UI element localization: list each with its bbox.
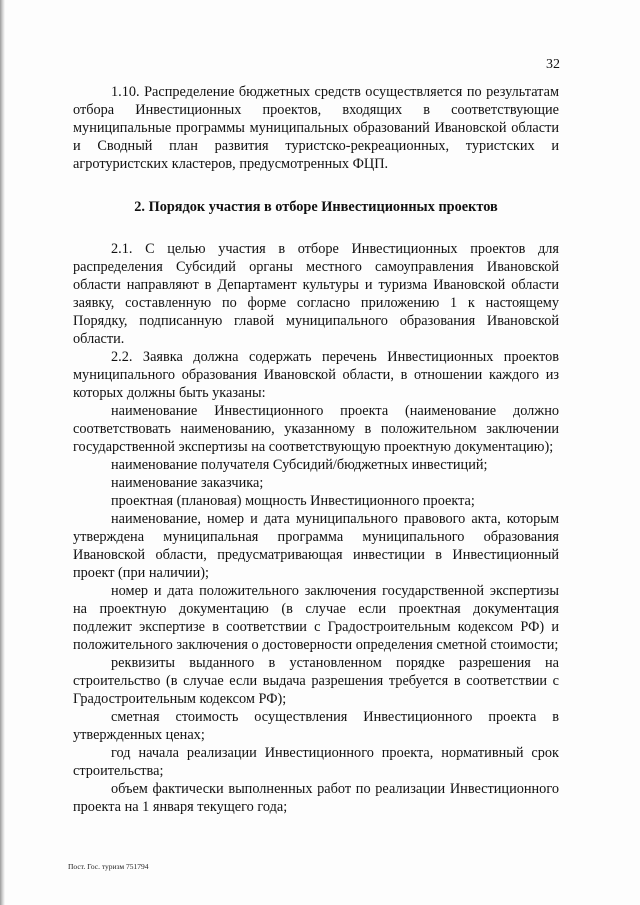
section-heading: 2. Порядок участия в отборе Инвестиционных проектов bbox=[134, 199, 498, 215]
list-item: объем фактически выполненных работ по реализации Инвестиционного проекта на 1 января текущего года; bbox=[73, 781, 559, 815]
list-item: наименование заказчика; bbox=[111, 475, 264, 491]
list-item: год начала реализации Инвестиционного проекта, нормативный срок строительства; bbox=[73, 745, 559, 779]
list-item: сметная стоимость осуществления Инвестиционного проекта в утвержденных ценах; bbox=[73, 709, 559, 743]
list-item: наименование Инвестиционного проекта (наименование должно соответствовать наименованию, указанному в положительном заключении государственной экспертизы на соответствующую проектную документацию); bbox=[73, 403, 559, 455]
footer-code: Пост. Гос. туризм 751794 bbox=[68, 862, 149, 871]
document-body bbox=[73, 83, 559, 816]
paragraph-1-10: 1.10. Распределение бюджетных средств осуществляется по результатам отбора Инвестиционных проектов, входящих в соответствующие муниципальные программы муниципальных образований Ивановской области и Сводный план развития туристско-рекреационных, туристских и агротуристских кластеров, предусмотренных ФЦП. bbox=[73, 84, 559, 172]
list-item: наименование, номер и дата муниципального правового акта, которым утверждена муниципальная программа муниципального образования Ивановской области, предусматривающая инвестиции в Инвестиционный проект (при наличии); bbox=[73, 511, 559, 581]
paragraph-2-2: 2.2. Заявка должна содержать перечень Инвестиционных проектов муниципального образования Ивановской области, в отношении каждого из которых должны быть указаны: bbox=[73, 349, 559, 401]
list-item: реквизиты выданного в установленном порядке разрешения на строительство (в случае если выдача разрешения требуется в соответствии с Градостроительным кодексом РФ); bbox=[73, 655, 559, 707]
list-item: проектная (плановая) мощность Инвестиционного проекта; bbox=[111, 493, 475, 509]
list-item: номер и дата положительного заключения государственной экспертизы на проектную документацию (в случае если проектная документация подлежит экспертизе в соответствии с Градостроительным кодексом РФ) и положительного заключения о достоверности определения сметной стоимости; bbox=[73, 583, 559, 653]
page-number: 32 bbox=[546, 57, 560, 72]
paragraph-2-1: 2.1. С целью участия в отборе Инвестиционных проектов для распределения Субсидий органы местного самоуправления Ивановской области направляют в Департамент культуры и туризма Ивановской области заявку, составленную по форме согласно приложению 1 к настоящему Порядку, подписанную главой муниципального образования Ивановской области. bbox=[73, 241, 559, 347]
list-item: наименование получателя Субсидий/бюджетных инвестиций; bbox=[111, 457, 488, 473]
scan-edge bbox=[0, 0, 5, 905]
